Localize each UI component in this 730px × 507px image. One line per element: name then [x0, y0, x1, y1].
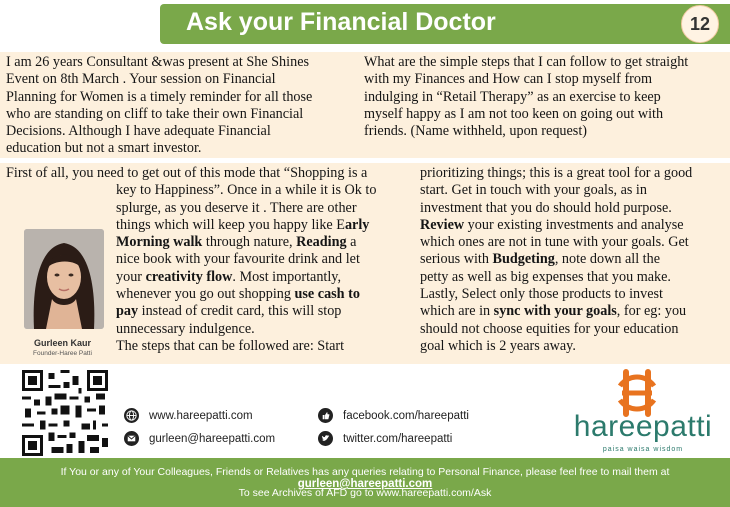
text-span: your	[116, 268, 146, 285]
brand-tagline: paisa waisa wisdom	[602, 446, 684, 453]
answer-line: which ones are not in tune with your goals. Get	[420, 234, 689, 251]
question-line: with my Finances and How can I stop myself from	[364, 71, 653, 88]
qr-code-icon[interactable]	[22, 370, 108, 456]
answer-line	[420, 217, 723, 234]
question-line: Decisions. Although I have adequate Financial	[6, 123, 271, 140]
answer-line: nice book with your favourite drink and let	[116, 251, 360, 268]
answer-line: key to Happiness”. Once in a while it is Ok to	[116, 182, 377, 199]
header	[0, 0, 730, 48]
answer-line: petty as well as big expenses that you make.	[420, 268, 671, 285]
text-span: whenever you go out shopping	[116, 286, 295, 303]
globe-icon	[124, 408, 139, 423]
email-link[interactable]	[124, 431, 275, 446]
question-line: myself happy as I am not too keen on going out with	[364, 105, 664, 122]
footer-email-link[interactable]: gurleen@hareepatti.com	[297, 478, 433, 490]
answer-line: The steps that can be followed are: Start	[116, 337, 345, 354]
text-span: your existing investments and analyse	[464, 216, 684, 233]
answer-line: First of all, you need to get out of this mode that “Shopping is a	[6, 165, 368, 181]
author-role: Founder-Haree Patti	[33, 350, 92, 357]
twitter-icon	[318, 431, 333, 446]
page-number-badge: 12	[681, 5, 719, 43]
author-name: Gurleen Kaur	[33, 338, 91, 348]
facebook-text: facebook.com/hareepatti	[343, 409, 469, 422]
mail-icon	[124, 431, 139, 446]
answer-line	[420, 303, 723, 320]
author-photo	[24, 229, 104, 329]
answer-line: unnecessary indulgence.	[116, 320, 255, 337]
answer-line: should not choose equities for your education	[420, 320, 679, 337]
answer-line: Lastly, Select only those products to invest	[420, 286, 663, 303]
emphasis: use cash to	[294, 286, 360, 303]
text-span: things which will keep you happy like E	[116, 216, 345, 233]
text-span: through nature,	[202, 234, 297, 251]
emphasis: Reading	[296, 234, 347, 251]
answer-panel	[0, 163, 730, 364]
question-line: indulging in “Retail Therapy” as an exercise to keep	[364, 88, 661, 105]
facebook-link[interactable]	[318, 408, 469, 423]
question-line: Planning for Women is a timely reminder for all those	[6, 88, 313, 105]
question-line: education but not a smart investor.	[6, 140, 202, 157]
question-right-column	[364, 54, 722, 140]
email-text: gurleen@hareepatti.com	[149, 432, 276, 445]
question-line: What are the simple steps that I can follow to get straight	[364, 54, 689, 70]
facebook-icon	[318, 408, 333, 423]
contact-section	[0, 364, 730, 456]
answer-line	[420, 251, 723, 268]
text-span: . Most importantly,	[232, 268, 342, 285]
question-line: Event on 8th March . Your session on Financial	[6, 71, 276, 88]
brand-logo-text: hareepatti	[573, 410, 713, 443]
emphasis: pay	[116, 303, 139, 320]
text-span: a	[346, 234, 357, 251]
question-line: friends. (Name withheld, upon request)	[364, 123, 587, 140]
footer-archive-link[interactable]: To see Archives of AFD go to www.hareepatti.com/Ask	[238, 487, 492, 499]
text-span: serious with	[420, 251, 493, 268]
text-span: which are in	[420, 303, 494, 320]
twitter-text: twitter.com/hareepatti	[343, 432, 453, 445]
portrait-image	[24, 229, 104, 329]
text-span: , for eg: you	[616, 303, 687, 320]
question-line: who are standing on cliff to take their own Financial	[6, 105, 304, 122]
website-link[interactable]	[124, 408, 253, 423]
answer-right-column	[420, 165, 723, 355]
emphasis: creativity flow	[145, 268, 233, 285]
answer-line: splurge, as you deserve it . There are other	[116, 199, 357, 216]
website-text: www.hareepatti.com	[149, 409, 253, 422]
emphasis: arly	[344, 216, 370, 233]
text-span: instead of credit card, this will stop	[138, 303, 342, 320]
question-panel	[0, 52, 730, 158]
question-left-column	[6, 54, 360, 158]
emphasis: Review	[420, 216, 465, 233]
answer-line: start. Get in touch with your goals, as in	[420, 182, 647, 199]
emphasis: sync with your goals	[493, 303, 617, 320]
emphasis: Budgeting	[492, 251, 555, 268]
page-title: Ask your Financial Doctor	[186, 8, 496, 36]
answer-line: investment that you do should hold purpose.	[420, 199, 672, 216]
question-line: I am 26 years Consultant &was present at She Shines	[6, 54, 310, 70]
answer-line: goal which is 2 years away.	[420, 337, 576, 354]
answer-line: prioritizing things; this is a great tool for a good	[420, 165, 693, 181]
emphasis: Morning walk	[116, 234, 203, 251]
footer-text: If You or any of Your Colleagues, Friends or Relatives has any queries relating to Personal Finance, please feel free to mail them at	[60, 466, 670, 478]
twitter-link[interactable]	[318, 431, 452, 446]
footer	[0, 458, 730, 507]
text-span: , note down all the	[554, 251, 661, 268]
